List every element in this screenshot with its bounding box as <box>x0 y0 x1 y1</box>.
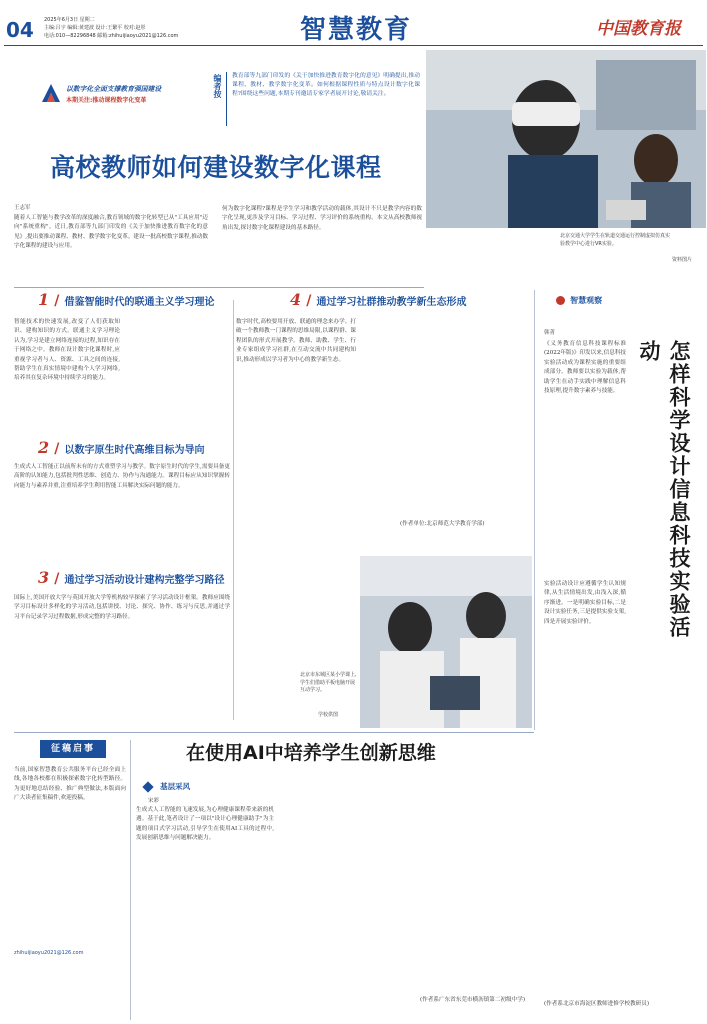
author-name: 王志军 <box>14 205 31 211</box>
hero-photo-caption: 北京交通大学学生在轨道交通运行控制虚拟仿真实验教学中心进行VR实验。 <box>560 233 671 247</box>
main-article-title: 高校教师如何建设数字化课程 <box>50 153 382 182</box>
newspaper-name: 中国教育报 <box>596 19 681 39</box>
section-2-heading: 以数字原生时代高维目标为导向 <box>64 445 205 456</box>
page-number: 04 <box>6 18 34 42</box>
slash-icon: / <box>54 293 60 309</box>
slash-icon: / <box>306 293 312 309</box>
bottom-section-rule <box>14 732 534 733</box>
topic-banner <box>40 82 204 104</box>
sidebar-byline: (作者系北京市海淀区教师进修学校教研员) <box>544 1001 650 1007</box>
section-4-text: 数字时代,高校要用开放、联通的理念来办学。打破一个教师教一门课程的思维局限,以课程群、课程团队的形式开展教学。教师、助教、学生、行业专家组成学习社群,在互动交流中共同建构知识,推动形成以学习者为中心的教学新生态。 <box>236 319 356 363</box>
call-for-papers-text: 当前,国家智慧教育公共服务平台已经全面上线,各地各校都在积极探索数字化转型路径。为更好地总结经验、推广典型做法,本版面向广大读者征集稿件,欢迎投稿。 <box>14 767 126 802</box>
editor-note-text: 教育部等九部门印发的《关于加快推进教育数字化的意见》明确提出,推动课程、教材、教学数字化变革。如何根据课程性质与特点设计数字化课程?围绕这些问题,本期专刊邀请专家学者展开讨论,敬请关注。 <box>232 73 420 98</box>
classroom-photo-credit: 学校供图 <box>318 712 339 718</box>
section-2-number: 2 <box>38 438 50 457</box>
hero-photo-credit: 资料图片 <box>672 257 693 263</box>
bottom-article-author: 宋彩 <box>148 798 160 804</box>
sidebar-text-1: 《义务教育信息科技课程标准(2022年版)》印发以来,信息科技实验活动成为课程实施的重要组成部分。教师要以实验为载体,帮助学生在动手实践中理解信息科技原理,提升数字素养与技能。 <box>544 341 626 395</box>
call-for-papers-badge <box>40 740 106 758</box>
section-1-text: 智能技术的快速发展,改变了人们获取知识、建构知识的方式。联通主义学习理论认为,学习是建立网络连接的过程,知识存在于网络之中。教师在设计数字化课程时,应重视学习者与人、资源、工具之间的连接,帮助学生在真实情境中建构个人学习网络,培养其在复杂环境中持续学习的能力。 <box>14 319 120 382</box>
sidebar-text-3 <box>636 660 702 740</box>
masthead-date: 2025年6月3日 星期二 <box>44 17 95 23</box>
sidebar-label: 智慧观察 <box>556 290 646 304</box>
masthead <box>0 0 707 48</box>
classroom-photo <box>360 556 532 728</box>
bottom-article-title: 在使用AI中培养学生创新思维 <box>186 742 436 764</box>
section-1-text-cont <box>124 318 230 434</box>
leaf-icon <box>142 781 153 792</box>
section-4-heading: 通过学习社群推动教学新生态形成 <box>316 297 467 308</box>
section-3-heading: 通过学习活动设计建构完整学习路径 <box>64 575 225 586</box>
section-2-text: 生成式人工智能正以前所未有的方式重塑学习与教学。数字原生时代的学生,需要具备更高阶的认知能力,包括批判性思维、创造力、协作与沟通能力。课程目标应从知识掌握转向能力与素养并重,注重培养学生利用智能工具解决实际问题的能力。 <box>14 464 230 489</box>
section-title: 智慧教育 <box>299 15 412 45</box>
section-1-number: 1 <box>38 290 50 309</box>
lightbulb-icon <box>556 296 565 305</box>
sidebar-title: 怎样科学设计信息科技实验活动 <box>637 340 692 639</box>
editor-note-label: 编者按 <box>213 74 222 98</box>
bottom-article-byline: (作者系广东省东莞市横沥镇第二初级中学) <box>420 997 526 1003</box>
section-1-header <box>38 290 238 310</box>
sidebar-text-2: 实验活动设计应遵循学生认知规律,从生活情境出发,由浅入深,循序渐进。一是明确实验目标,二是设计实验任务,三是提供实验支架,四是开展实验评价。 <box>544 581 626 625</box>
masthead-contact: 电话:010—82296848 邮箱:zhihuijiaoyu2021@126.com <box>44 33 179 39</box>
masthead-editors: 主编:吕宇 编辑:黄建波 设计:王繁平 校对:赵彤 <box>44 25 146 31</box>
bottom-article-label: 基层采风 <box>144 776 204 790</box>
main-byline: (作者单位:北京师范大学教育学部) <box>400 521 485 527</box>
topic-logo-icon <box>40 82 62 104</box>
classroom-photo-caption: 北京市东城区某小学课上,学生们借助平板电脑开展互动学习。 <box>300 672 357 693</box>
section-1-heading: 借鉴智能时代的联通主义学习理论 <box>64 297 215 308</box>
section-4-header <box>290 290 470 310</box>
section-3-number: 3 <box>38 568 50 587</box>
intro-rule <box>14 287 424 288</box>
bottom-article-text-cont <box>280 776 400 1016</box>
masthead-rule <box>4 45 703 46</box>
column-divider <box>130 740 131 1020</box>
section-3-header <box>38 568 238 588</box>
slash-icon: / <box>54 571 60 587</box>
sidebar-author: 韩菁 <box>544 330 556 336</box>
topic-label: 以数字化全面支撑教育强国建设 <box>66 85 162 93</box>
main-intro-2: 何为数字化课程?课程是学生学习和教学活动的载体,其设计不只是教学内容的数字化呈现,更涉及学习目标、学习过程、学习评价的系统重构。本文从高校教师视角出发,探讨数字化课程建设的基本路径。 <box>222 206 422 231</box>
section-4-number: 4 <box>290 290 302 309</box>
main-intro: 随着人工智能与教学改革的深度融合,教育领域的数字化转型已从"工具应用"迈向"系统重构"。近日,教育部等九部门印发的《关于加快推进教育数字化的意见》,提出要推动课程、教材、教学数字化变革。建设一批高校数字课程,推动数字化课程的建设与应用。 <box>14 215 208 250</box>
slash-icon: / <box>54 441 60 457</box>
bottom-article-text: 生成式人工智能的飞速发展,为心理健康课程带来新的机遇。基于此,笔者设计了一项以"设计心理健康助手"为主题的项目式学习活动,引导学生在使用AI工具的过程中,发展创新思维与问题解决能力。 <box>136 807 274 842</box>
column-divider <box>534 290 535 730</box>
section-3-text: 国际上,美国开放大学与英国开放大学等机构较早探索了学习活动设计框架。教师应围绕学习目标设计多样化的学习活动,包括讲授、讨论、探究、协作、练习与反思,并通过学习平台记录学习过程数据,形成完整的学习路径。 <box>14 595 230 620</box>
editor-note-divider <box>226 72 227 126</box>
hero-photo <box>426 50 706 228</box>
topic-sublabel: 本期关注:推动课程数字化变革 <box>66 97 147 104</box>
column-divider <box>233 300 234 720</box>
section-2-header <box>38 438 238 458</box>
call-for-papers-title: 征稿启事 <box>50 744 95 754</box>
call-for-papers-email[interactable]: zhihuijiaoyu2021@126.com <box>14 950 84 956</box>
